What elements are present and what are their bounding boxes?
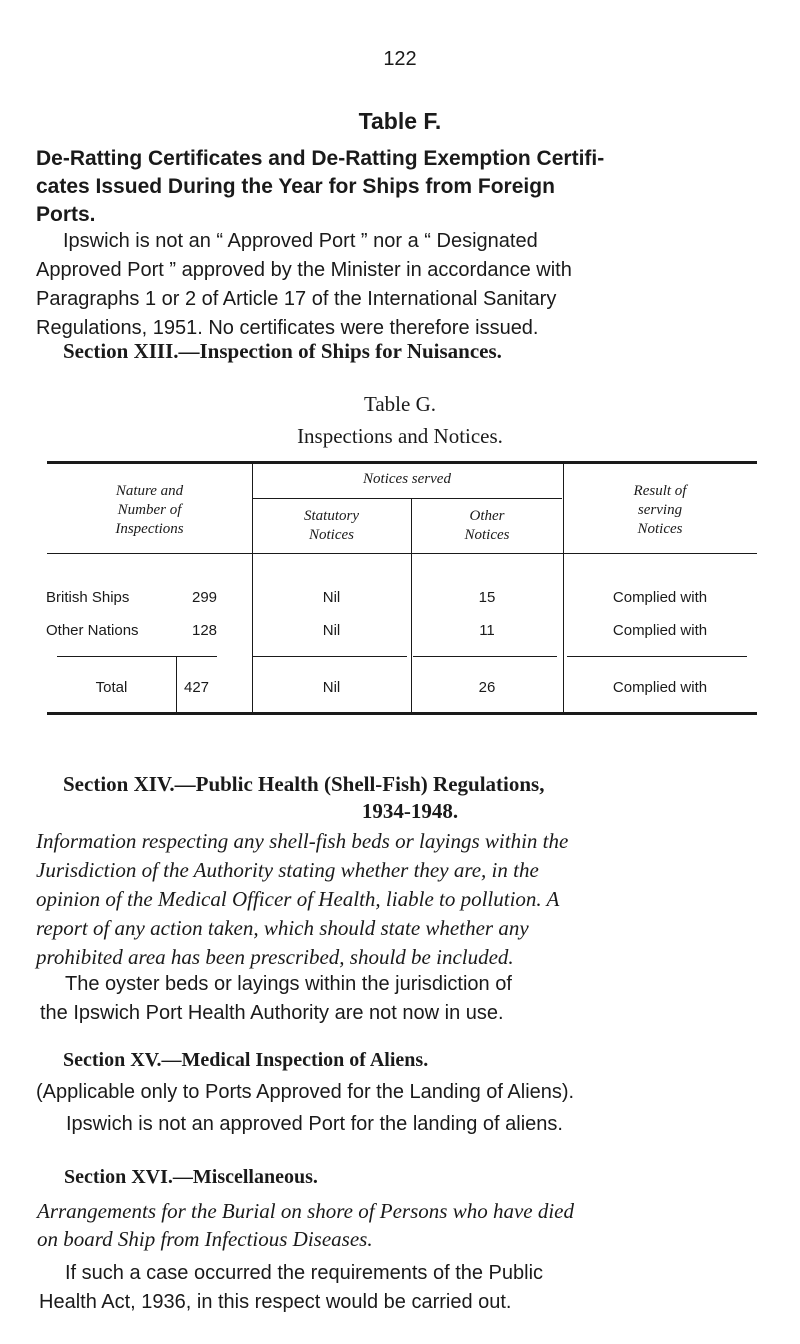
section-xvi-italic: [37, 1197, 787, 1253]
table-f-body-line: Approved Port ” approved by the Minister in accordance with: [36, 259, 572, 281]
row-statutory: Nil: [322, 589, 341, 606]
header-statutory: [252, 507, 411, 545]
header-result: [563, 482, 757, 539]
section-xiv-italic-line: opinion of the Medical Officer of Health, liable to pollution. A: [36, 887, 560, 911]
section-xv-heading: Section XV.—Medical Inspection of Aliens.: [63, 1049, 429, 1071]
header-statutory-line: Statutory: [304, 508, 359, 524]
section-xvi-italic-line: on board Ship from Infectious Diseases.: [37, 1227, 373, 1251]
section-xiv-italic: [36, 827, 786, 972]
section-xv-subheading: (Applicable only to Ports Approved for the Landing of Aliens).: [36, 1081, 575, 1103]
total-other: 26: [478, 679, 496, 696]
section-xiv-italic-line: prohibited area has been prescribed, should be included.: [36, 945, 514, 969]
table-f-body-line: Paragraphs 1 or 2 of Article 17 of the International Sanitary: [36, 288, 557, 310]
section-xiv-body-line: the Ipswich Port Health Authority are not now in use.: [40, 1002, 504, 1024]
row-number: 128: [192, 622, 218, 639]
row-statutory: Nil: [322, 622, 341, 639]
section-xiv-heading-line: Section XIV.—Public Health (Shell-Fish) Regulations,: [63, 772, 545, 796]
row-result: Complied with: [612, 589, 708, 606]
table-f-title: Table F.: [358, 108, 442, 134]
table-g-subtitle: Inspections and Notices.: [297, 424, 503, 448]
table-f-body-line: Ipswich is not an “ Approved Port ” nor a “ Designated: [63, 230, 538, 252]
header-nature: [47, 482, 252, 539]
header-result-line: Notices: [637, 521, 683, 537]
section-xvi-heading: Section XVI.—Miscellaneous.: [64, 1166, 318, 1188]
header-other-line: Notices: [464, 527, 510, 543]
header-result-line: serving: [637, 502, 683, 518]
section-xiii-heading: Section XIII.—Inspection of Ships for Nuisances.: [63, 339, 502, 363]
header-statutory-line: Notices: [309, 527, 354, 543]
section-xiv-heading-line: 1934-1948.: [361, 799, 459, 823]
row-label: British Ships: [46, 589, 130, 606]
section-xiv-heading: [40, 771, 780, 825]
total-result: Complied with: [612, 679, 708, 696]
section-xvi-body-line: Health Act, 1936, in this respect would be carried out.: [39, 1291, 512, 1313]
section-xvi-body: [36, 1259, 776, 1317]
total-number: 427: [184, 679, 210, 696]
header-notices-served: Notices served: [363, 471, 451, 487]
section-xv-body: Ipswich is not an approved Port for the landing of aliens.: [66, 1113, 563, 1135]
table-f-body: [36, 227, 776, 343]
page-number: 122: [383, 48, 417, 70]
header-nature-line: Number of: [117, 502, 182, 518]
table-f-body-line: Regulations, 1951. No certificates were therefore issued.: [36, 317, 539, 339]
section-xiv-body: [36, 970, 776, 1028]
total-statutory: Nil: [322, 679, 341, 696]
header-other: [411, 507, 563, 545]
row-number: 299: [192, 589, 218, 606]
header-nature-line: Inspections: [115, 521, 184, 537]
header-other-line: Other: [469, 508, 505, 524]
inspections-table: [47, 461, 757, 716]
row-other: 15: [478, 589, 496, 606]
section-xiv-italic-line: report of any action taken, which should state whether any: [36, 916, 529, 940]
total-label: Total: [95, 679, 128, 696]
header-nature-line: Nature and: [115, 483, 184, 499]
table-f-heading-line: Ports.: [36, 203, 96, 226]
row-result: Complied with: [612, 622, 708, 639]
section-xiv-italic-line: Information respecting any shell-fish beds or layings within the: [36, 829, 569, 853]
header-result-line: Result of: [633, 483, 687, 499]
table-f-heading-line: cates Issued During the Year for Ships from Foreign: [36, 175, 555, 198]
section-xiv-italic-line: Jurisdiction of the Authority stating whether they are, in the: [36, 858, 539, 882]
table-f-heading-line: De-Ratting Certificates and De-Ratting Exemption Certifi-: [36, 147, 605, 170]
section-xvi-italic-line: Arrangements for the Burial on shore of Persons who have died: [37, 1199, 575, 1223]
section-xiv-body-line: The oyster beds or layings within the jurisdiction of: [65, 973, 512, 995]
table-f-heading: [36, 145, 776, 229]
table-g-title: Table G.: [363, 392, 436, 416]
row-other: 11: [479, 622, 495, 639]
row-label: Other Nations: [46, 622, 139, 639]
section-xvi-body-line: If such a case occurred the requirements of the Public: [65, 1262, 544, 1284]
